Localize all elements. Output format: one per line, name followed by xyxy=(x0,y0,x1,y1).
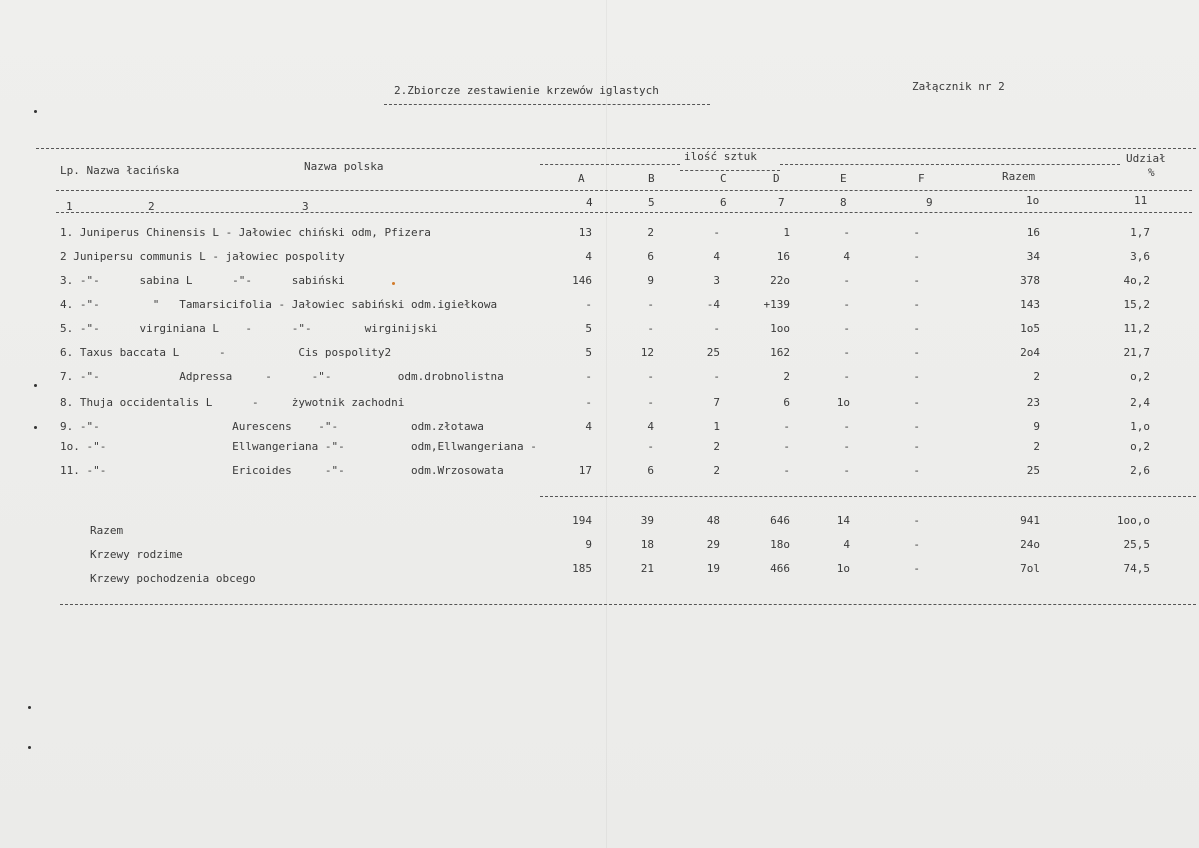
header-percent: % xyxy=(1148,166,1155,179)
cell-f: - xyxy=(913,298,920,311)
header-col-b: B xyxy=(648,172,655,185)
cell-f: - xyxy=(913,464,920,477)
total-cell-a: 185 xyxy=(572,562,592,575)
cell-d: 22o xyxy=(770,274,790,287)
cell-a: 5 xyxy=(585,322,592,335)
cell-b: - xyxy=(647,322,654,335)
total-cell-f: - xyxy=(913,538,920,551)
cell-a: 13 xyxy=(578,226,592,239)
cell-b: 6 xyxy=(647,464,654,477)
margin-dot xyxy=(34,110,37,113)
cell-a: 4 xyxy=(585,420,592,433)
total-cell-f: - xyxy=(913,562,920,575)
total-cell-e: 4 xyxy=(843,538,850,551)
total-label: Krzewy pochodzenia obcego xyxy=(90,572,256,585)
cell-a: 146 xyxy=(572,274,592,287)
cell-b: 9 xyxy=(647,274,654,287)
cell-a: - xyxy=(585,396,592,409)
col-num-5: 5 xyxy=(648,196,655,209)
cell-c: - xyxy=(713,370,720,383)
cell-c: 7 xyxy=(713,396,720,409)
cell-e: - xyxy=(843,298,850,311)
cell-c: 2 xyxy=(713,464,720,477)
cell-f: - xyxy=(913,322,920,335)
cell-razem: 143 xyxy=(1020,298,1040,311)
rule-top xyxy=(36,148,1196,149)
header-col-f: F xyxy=(918,172,925,185)
cell-e: - xyxy=(843,274,850,287)
header-quantity: ilość sztuk xyxy=(684,150,757,163)
cell-c: 3 xyxy=(713,274,720,287)
margin-dot xyxy=(34,384,37,387)
row-description: 1o. -"- Ellwangeriana -"- odm,Ellwangeriana - xyxy=(60,440,537,453)
cell-razem: 23 xyxy=(1026,396,1040,409)
header-col-e: E xyxy=(840,172,847,185)
cell-f: - xyxy=(913,370,920,383)
cell-d: 1oo xyxy=(770,322,790,335)
total-cell-c: 48 xyxy=(706,514,720,527)
row-description: 2 Junipersu communis L - jałowiec pospolity xyxy=(60,250,345,263)
rule-totals xyxy=(540,496,1196,497)
cell-razem: 1o5 xyxy=(1020,322,1040,335)
title-underline xyxy=(384,104,710,105)
cell-e: - xyxy=(843,322,850,335)
cell-f: - xyxy=(913,420,920,433)
col-num-9: 9 xyxy=(926,196,933,209)
row-description: 7. -"- Adpressa - -"- odm.drobnolistna xyxy=(60,370,504,383)
total-cell-razem: 24o xyxy=(1020,538,1040,551)
cell-e: - xyxy=(843,464,850,477)
header-col-razem: Razem xyxy=(1002,170,1036,183)
rule-quantity-right xyxy=(780,164,1120,165)
cell-f: - xyxy=(913,226,920,239)
col-num-3: 3 xyxy=(302,200,309,213)
cell-pct: 21,7 xyxy=(1123,346,1150,359)
row-description: 6. Taxus baccata L - Cis pospolity2 xyxy=(60,346,392,359)
cell-e: - xyxy=(843,370,850,383)
header-polish: Nazwa polska xyxy=(304,160,384,173)
cell-e: - xyxy=(843,440,850,453)
cell-pct: 11,2 xyxy=(1123,322,1150,335)
cell-b: 12 xyxy=(640,346,654,359)
cell-pct: 1,o xyxy=(1130,420,1150,433)
cell-e: - xyxy=(843,346,850,359)
margin-dot xyxy=(34,426,37,429)
document-title: 2.Zbiorcze zestawienie krzewów iglastych xyxy=(394,84,659,97)
col-num-6: 6 xyxy=(720,196,727,209)
cell-b: 2 xyxy=(647,226,654,239)
cell-d: - xyxy=(783,420,790,433)
rule-quantity-left xyxy=(540,164,680,165)
margin-dot xyxy=(28,706,31,709)
total-cell-e: 1o xyxy=(836,562,850,575)
cell-pct: o,2 xyxy=(1130,370,1150,383)
cell-a: 4 xyxy=(585,250,592,263)
header-lp-name: Lp. Nazwa łacińska xyxy=(60,164,180,177)
total-cell-b: 18 xyxy=(640,538,654,551)
fold-line xyxy=(606,0,607,848)
rule-header-1 xyxy=(56,190,1192,191)
total-cell-pct: 1oo,o xyxy=(1116,514,1150,527)
cell-c: - xyxy=(713,226,720,239)
cell-pct: 1,7 xyxy=(1130,226,1150,239)
col-num-10: 1o xyxy=(1026,194,1040,207)
total-cell-pct: 25,5 xyxy=(1123,538,1150,551)
cell-razem: 9 xyxy=(1033,420,1040,433)
col-num-8: 8 xyxy=(840,196,847,209)
total-cell-a: 9 xyxy=(585,538,592,551)
total-cell-f: - xyxy=(913,514,920,527)
cell-razem: 34 xyxy=(1026,250,1040,263)
cell-razem: 25 xyxy=(1026,464,1040,477)
cell-d: 2 xyxy=(783,370,790,383)
cell-f: - xyxy=(913,250,920,263)
cell-a: 5 xyxy=(585,346,592,359)
cell-d: 6 xyxy=(783,396,790,409)
total-cell-c: 29 xyxy=(706,538,720,551)
cell-f: - xyxy=(913,274,920,287)
ink-mark xyxy=(392,282,395,285)
total-cell-d: 466 xyxy=(770,562,790,575)
cell-razem: 2 xyxy=(1033,370,1040,383)
cell-b: - xyxy=(647,440,654,453)
total-cell-c: 19 xyxy=(706,562,720,575)
col-num-7: 7 xyxy=(778,196,785,209)
row-description: 8. Thuja occidentalis L - żywotnik zachodni xyxy=(60,396,405,409)
cell-c: -4 xyxy=(706,298,720,311)
cell-b: 4 xyxy=(647,420,654,433)
cell-c: - xyxy=(713,322,720,335)
cell-razem: 2o4 xyxy=(1020,346,1040,359)
col-num-11: 11 xyxy=(1134,194,1148,207)
cell-pct: 3,6 xyxy=(1130,250,1150,263)
cell-pct: 4o,2 xyxy=(1123,274,1150,287)
cell-d: +139 xyxy=(763,298,790,311)
cell-b: - xyxy=(647,370,654,383)
cell-f: - xyxy=(913,346,920,359)
cell-pct: 2,6 xyxy=(1130,464,1150,477)
total-cell-d: 18o xyxy=(770,538,790,551)
cell-e: 4 xyxy=(843,250,850,263)
col-num-4: 4 xyxy=(586,196,593,209)
row-description: 11. -"- Ericoides -"- odm.Wrzosowata xyxy=(60,464,504,477)
cell-e: 1o xyxy=(836,396,850,409)
row-description: 4. -"- " Tamarsicifolia - Jałowiec sabiński odm.igiełkowa xyxy=(60,298,498,311)
cell-d: 16 xyxy=(776,250,790,263)
cell-d: - xyxy=(783,464,790,477)
row-description: 9. -"- Aurescens -"- odm.złotawa xyxy=(60,420,484,433)
total-cell-razem: 7ol xyxy=(1020,562,1040,575)
row-description: 5. -"- virginiana L - -"- wirginijski xyxy=(60,322,438,335)
cell-b: - xyxy=(647,396,654,409)
total-label: Krzewy rodzime xyxy=(90,548,183,561)
total-cell-e: 14 xyxy=(836,514,850,527)
cell-pct: 2,4 xyxy=(1130,396,1150,409)
cell-c: 4 xyxy=(713,250,720,263)
cell-a: - xyxy=(585,298,592,311)
cell-a: - xyxy=(585,370,592,383)
header-share: Udział xyxy=(1126,152,1166,165)
total-cell-a: 194 xyxy=(572,514,592,527)
cell-e: - xyxy=(843,226,850,239)
cell-razem: 378 xyxy=(1020,274,1040,287)
cell-a: 17 xyxy=(578,464,592,477)
total-label: Razem xyxy=(90,524,124,537)
cell-c: 2 xyxy=(713,440,720,453)
cell-f: - xyxy=(913,396,920,409)
annex-label: Załącznik nr 2 xyxy=(912,80,1005,93)
cell-b: - xyxy=(647,298,654,311)
cell-razem: 16 xyxy=(1026,226,1040,239)
cell-d: - xyxy=(783,440,790,453)
cell-pct: o,2 xyxy=(1130,440,1150,453)
rule-bottom xyxy=(60,604,1196,605)
total-cell-b: 21 xyxy=(640,562,654,575)
cell-f: - xyxy=(913,440,920,453)
col-num-2: 2 xyxy=(148,200,155,213)
row-description: 3. -"- sabina L -"- sabiński xyxy=(60,274,345,287)
cell-e: - xyxy=(843,420,850,433)
margin-dot xyxy=(28,746,31,749)
cell-c: 1 xyxy=(713,420,720,433)
total-cell-b: 39 xyxy=(640,514,654,527)
cell-b: 6 xyxy=(647,250,654,263)
cell-d: 162 xyxy=(770,346,790,359)
total-cell-razem: 941 xyxy=(1020,514,1040,527)
row-description: 1. Juniperus Chinensis L - Jałowiec chiński odm, Pfizera xyxy=(60,226,431,239)
cell-pct: 15,2 xyxy=(1123,298,1150,311)
rule-quantity-mid xyxy=(680,170,780,171)
header-col-c: C xyxy=(720,172,727,185)
cell-razem: 2 xyxy=(1033,440,1040,453)
total-cell-pct: 74,5 xyxy=(1123,562,1150,575)
cell-d: 1 xyxy=(783,226,790,239)
rule-header-2 xyxy=(56,212,1192,213)
header-col-d: D xyxy=(773,172,780,185)
header-col-a: A xyxy=(578,172,585,185)
col-num-1: 1 xyxy=(66,200,73,213)
cell-c: 25 xyxy=(706,346,720,359)
total-cell-d: 646 xyxy=(770,514,790,527)
